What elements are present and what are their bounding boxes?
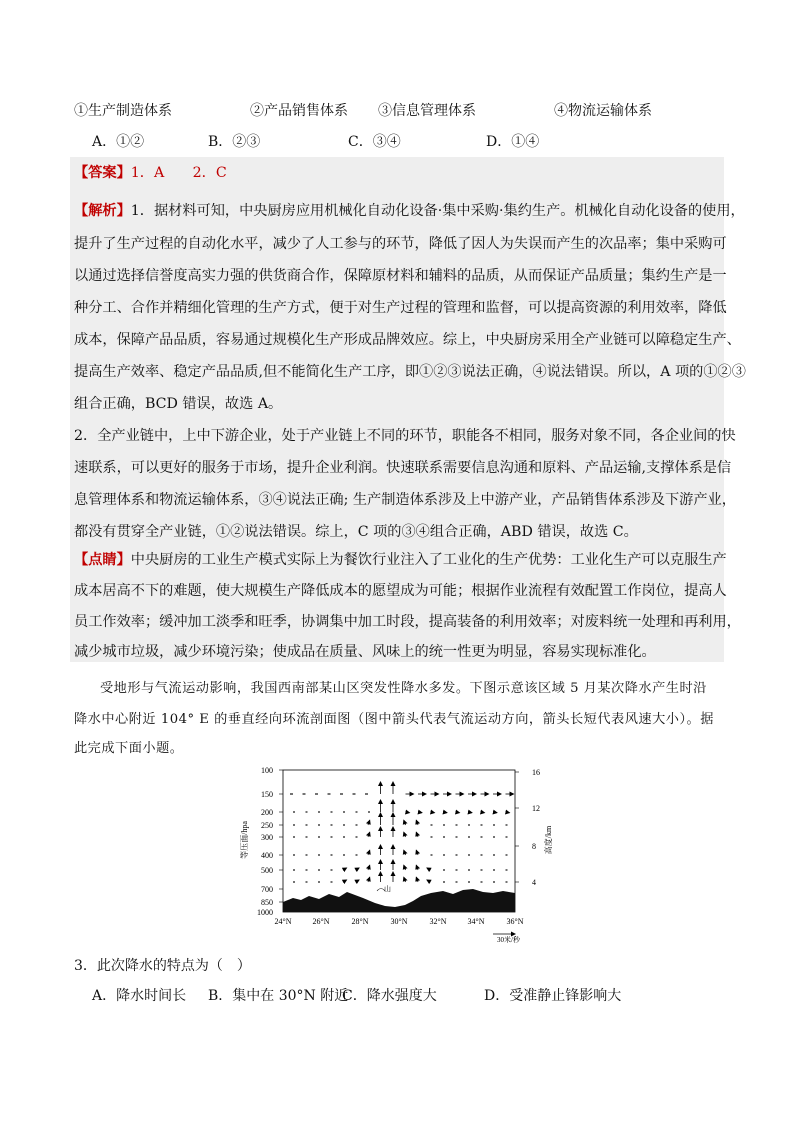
analysis-line-6: 提高生产效率、稳定产品品质,但不能简化生产工序，即①②③说法正确，④说法错误。所以，A 项的①②③ [74,364,746,380]
lat-tick-30: 30°N [390,917,408,926]
h-tick-4: 4 [532,878,536,887]
analysis2-line-1: 2．全产业链中，上中下游企业，处于产业链上不同的环节，职能各不相同，服务对象不同，各企业间的快 [74,428,736,444]
analysis-line-7: 组合正确，BCD 错误，故选 A。 [74,396,283,412]
p-tick-500: 500 [261,866,273,875]
lat-tick-34: 34°N [467,917,485,926]
p-tick-1000: 1000 [257,908,273,917]
comment-line-2: 成本居高不下的难题，使大规模生产降低成本的愿望成为可能；根据作业流程有效配置工作岗位，提高人 [74,583,727,599]
option-3: ③信息管理体系 [378,103,476,119]
scale-label: 30米/秒 [497,936,520,944]
option-4: ④物流运输体系 [554,103,652,119]
right-axis-label: 高度/km [544,825,553,855]
lat-tick-28: 28°N [351,917,369,926]
comment-text: 中央厨房的工业生产模式实际上为餐饮行业注入了工业化的生产优势：工业化生产可以克服生产 [130,552,727,568]
left-axis-label: 等压面/hpa [240,821,249,859]
question3-stem: 3．此次降水的特点为（ ） [74,958,251,974]
choice-b: B．②③ [208,134,261,150]
comment-line-3: 员工作效率；缓冲加工淡季和旺季，协调集中加工时段，提高装备的利用效率；对废料统一处理和再利用， [74,614,741,630]
analysis-tag: 【解析】 [74,203,131,219]
p-tick-250: 250 [261,821,273,830]
h-tick-8: 8 [532,842,536,851]
analysis2-line-2: 速联系，可以更好的服务于市场，提升企业利润。快速联系需要信息沟通和原料、产品运输,支撑体系是信 [74,460,732,476]
circulation-figure [235,760,555,950]
lat-tick-26: 26°N [312,917,330,926]
analysis2-line-3: 息管理体系和物流运输体系，③④说法正确; 生产制造体系涉及上中游产业，产品销售体系涉及下游产业， [74,492,736,508]
p-tick-200: 200 [261,808,273,817]
analysis-line-2: 提升了生产过程的自动化水平，减少了人工参与的环节，降低了因人为失误而产生的次品率；集中采购可 [74,236,727,252]
plot-frame [283,770,515,912]
answer-text: 1．A 2．C [130,165,227,181]
p-tick-150: 150 [261,790,273,799]
option-2: ②产品销售体系 [250,103,348,119]
comment-line-4: 减少城市垃圾，减少环境污染；使成品在质量、风味上的统一性更为明显，容易实现标准化。 [74,644,656,660]
option-1: ①生产制造体系 [74,103,172,119]
analysis-line-1 [74,201,745,221]
h-tick-12: 12 [532,804,540,813]
q3-choice-b: B．集中在 30°N 附近 [208,988,349,1004]
intro-line-2: 降水中心附近 104° E 的垂直经向环流剖面图（图中箭头代表气流运动方向，箭头长短代表风速大小）。据 [74,712,714,727]
intro-line-3: 此完成下面小题。 [74,741,184,756]
h-tick-16: 16 [532,768,540,777]
p-tick-700: 700 [261,885,273,894]
p-tick-850: 850 [261,898,273,907]
mountain-label: 山 [384,885,391,893]
q3-choice-a: A．降水时间长 [92,988,187,1004]
p-tick-100: 100 [261,766,273,775]
answer-line [74,163,227,183]
lat-tick-32: 32°N [429,917,447,926]
intro-line-1: 受地形与气流运动影响，我国西南部某山区突发性降水多发。下图示意该区域 5 月某次降水产生时沿 [100,681,707,696]
choice-a: A．①② [92,134,145,150]
comment-tag: 【点睛】 [74,552,131,568]
p-tick-400: 400 [261,851,273,860]
analysis2-line-4: 都没有贯穿全产业链，①②说法错误。综上，C 项的③④组合正确，ABD 错误，故选 C。 [74,524,638,540]
q3-choice-d: D．受准静止锋影响大 [484,988,622,1004]
analysis-line-4: 种分工、合作并精细化管理的生产方式，便于对生产过程的管理和监督，可以提高资源的利用效率，降低 [74,300,727,316]
analysis-line-3: 以通过选择信誉度高实力强的供货商合作，保障原材料和辅料的品质，从而保证产品质量；集约生产是一 [74,268,727,284]
choice-d: D．①④ [486,134,540,150]
lat-tick-36: 36°N [506,917,524,926]
p-tick-300: 300 [261,833,273,842]
q3-choice-c: C．降水强度大 [342,988,437,1004]
choice-c: C．③④ [348,134,401,150]
analysis-text: 1．据材料可知，中央厨房应用机械化自动化设备·集中采购·集约生产。机械化自动化设备的使用， [130,203,745,219]
lat-tick-24: 24°N [274,917,292,926]
comment-line-1 [74,550,727,570]
analysis-line-5: 成本，保障产品品质，容易通过规模化生产形成品牌效应。综上，中央厨房采用全产业链可以障稳定生产、 [74,332,741,348]
answer-tag: 【答案】 [74,165,131,181]
